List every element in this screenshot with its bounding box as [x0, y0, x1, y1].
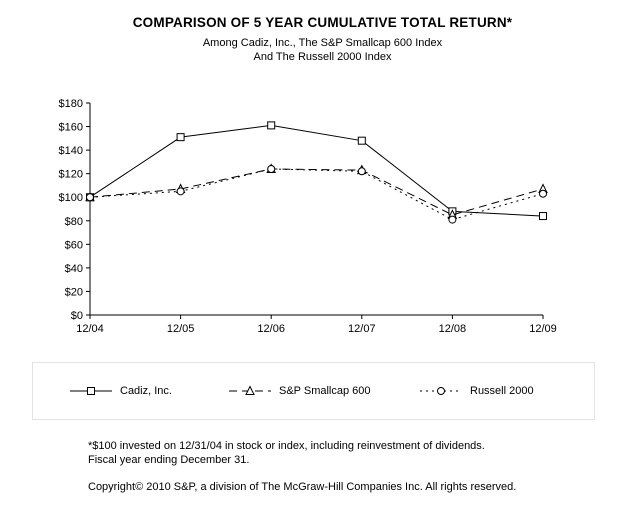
- x-tick-label: 12/08: [438, 323, 467, 335]
- footnotes: [88, 440, 485, 467]
- chart-legend: [32, 362, 595, 420]
- axes: [86, 103, 543, 319]
- x-tick-label: 12/06: [257, 323, 285, 335]
- series-square: [87, 122, 547, 220]
- x-tick-label: 12/04: [76, 323, 104, 335]
- chart-subtitle-line2: And The Russell 2000 Index: [253, 51, 392, 63]
- y-tick-label: $40: [64, 262, 83, 275]
- series-triangle: [86, 164, 547, 218]
- legend-item-circle: [419, 385, 534, 397]
- legend-square-sample: [69, 385, 113, 397]
- y-tick-label: $60: [64, 239, 83, 252]
- chart-plot: [0, 95, 625, 350]
- chart-title: COMPARISON OF 5 YEAR CUMULATIVE TOTAL RETURN*: [132, 15, 513, 30]
- x-tick-label: 12/07: [348, 323, 376, 335]
- footnote-line1: *$100 invested on 12/31/04 in stock or index, including reinvestment of dividends.: [88, 440, 485, 452]
- y-tick-label: $80: [64, 215, 83, 228]
- legend-label: Cadiz, Inc.: [120, 385, 172, 397]
- x-tick-label: 12/09: [529, 323, 557, 335]
- x-tick-label: 12/05: [166, 323, 195, 335]
- legend-triangle-sample: [228, 385, 272, 397]
- footnote-line2: Fiscal year ending December 31.: [88, 453, 250, 466]
- legend-item-square: [69, 385, 172, 397]
- y-tick-label: $20: [64, 286, 83, 299]
- legend-item-triangle: [228, 385, 371, 397]
- series-circle: [87, 165, 547, 223]
- chart-subtitle-line1: Among Cadiz, Inc., The S&P Smallcap 600 Index: [202, 37, 443, 49]
- y-tick-label: $120: [58, 168, 83, 181]
- y-tick-label: $180: [58, 98, 83, 110]
- copyright-line: Copyright© 2010 S&P, a division of The McGraw-Hill Companies Inc. All rights reserved.: [88, 481, 517, 493]
- chart-header: [20, 15, 625, 64]
- legend-label: S&P Smallcap 600: [279, 385, 371, 397]
- y-tick-label: $140: [58, 145, 83, 158]
- y-tick-label: $100: [58, 192, 83, 205]
- y-tick-label: $160: [58, 121, 83, 134]
- y-tick-label: $0: [70, 310, 83, 322]
- axis-labels: [59, 98, 557, 335]
- legend-circle-sample: [419, 385, 463, 397]
- legend-label: Russell 2000: [470, 385, 534, 397]
